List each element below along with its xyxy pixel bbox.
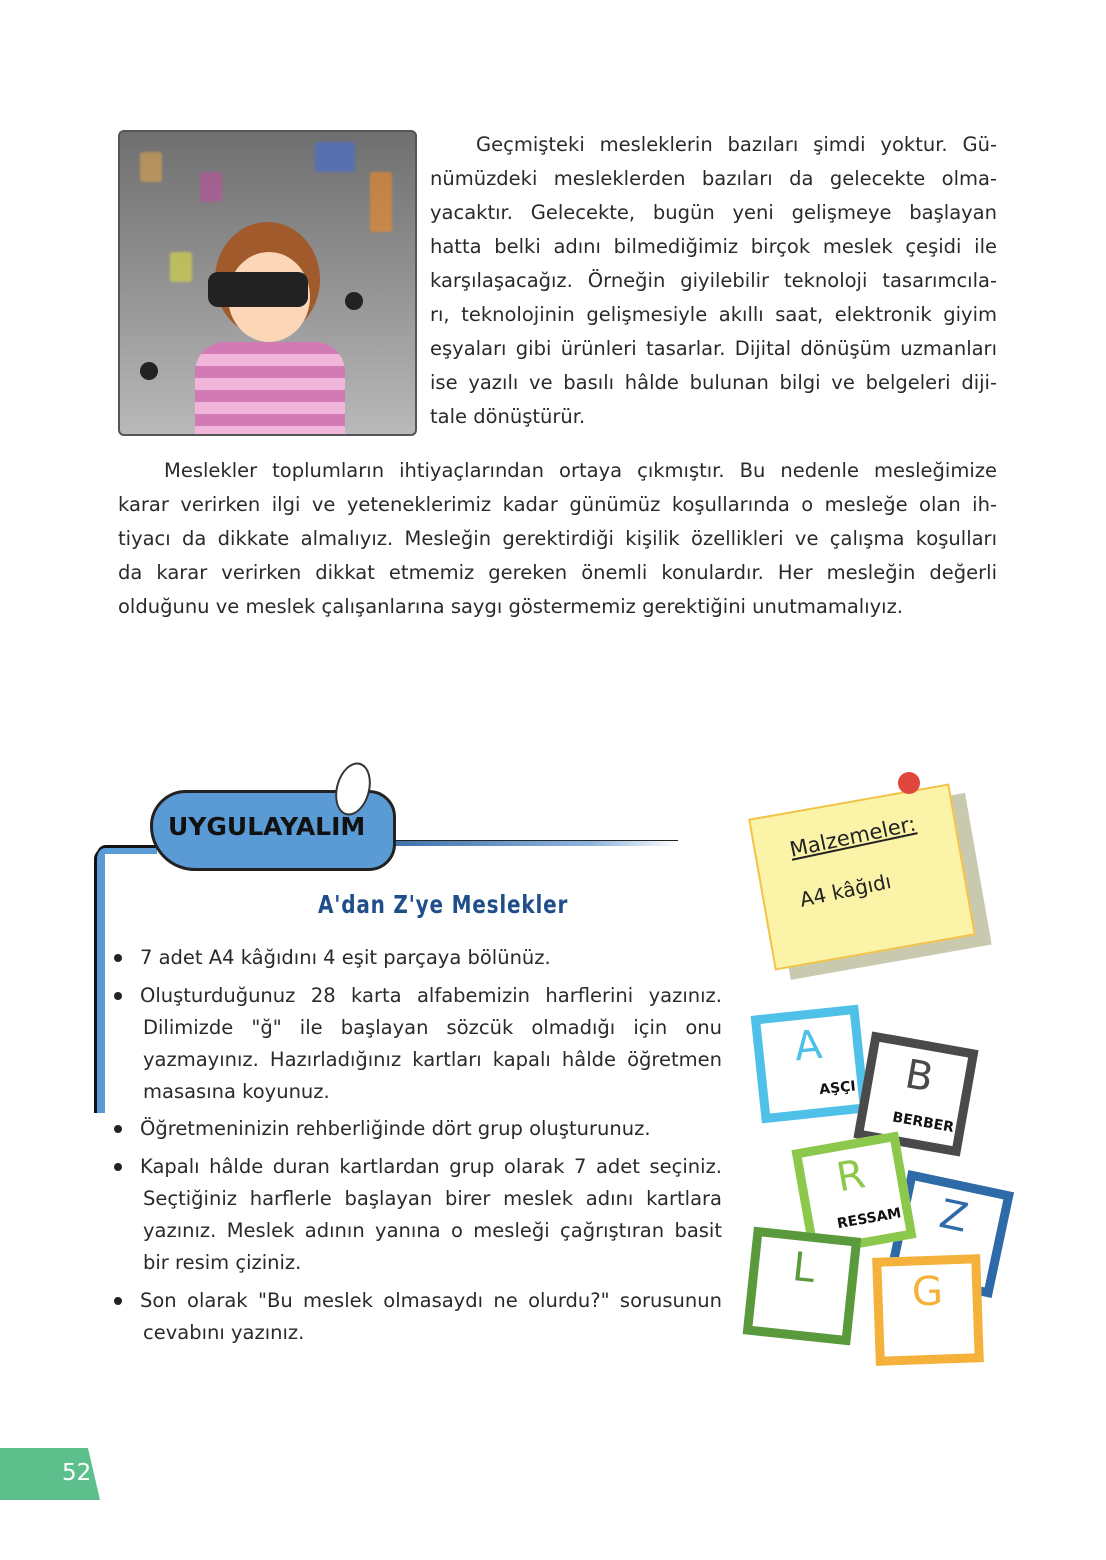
controller-icon	[140, 362, 158, 380]
bullet-icon	[114, 1163, 122, 1171]
card-label: AŞÇI	[818, 1078, 857, 1099]
list-item-line: cevabını yazınız.	[143, 1321, 305, 1344]
bullet-icon	[114, 992, 122, 1000]
list-item: Kapalı hâlde duran kartlardan grup olarak 7 adet seçiniz.	[140, 1155, 722, 1178]
text-line: rı, teknolojinin gelişmesiyle akıllı saat, elektronik giyim	[430, 303, 997, 326]
bullet-icon	[114, 1297, 122, 1305]
card-letter: A	[792, 1021, 825, 1071]
text-line: karar verirken ilgi ve yeteneklerimiz kadar günümüz koşullarında o mesleğe olan ih-	[118, 493, 997, 516]
text-line: Geçmişteki mesleklerin bazıları şimdi yoktur. Gü-	[476, 133, 997, 156]
list-item-line: masasına koyunuz.	[143, 1080, 330, 1103]
activity-title: A'dan Z'ye Meslekler	[318, 890, 569, 919]
list-item: Öğretmeninizin rehberliğinde dört grup oluşturunuz.	[140, 1117, 651, 1140]
list-item-line: bir resim çiziniz.	[143, 1251, 302, 1274]
letter-card	[872, 1254, 984, 1366]
list-item: Son olarak "Bu meslek olmasaydı ne olurdu?" sorusunun	[140, 1289, 722, 1312]
vr-headset-icon	[208, 272, 308, 307]
pushpin-icon	[898, 772, 920, 794]
card-letter: G	[911, 1268, 944, 1316]
list-item-line: yazmayınız. Hazırladığınız kartları kapalı hâlde öğretmen	[143, 1048, 722, 1071]
activity-tag-label: UYGULAYALIM	[168, 812, 366, 841]
frame-left-line	[94, 848, 105, 1113]
text-line: ise yazılı ve basılı hâlde bulunan bilgi ve belgeleri diji-	[430, 371, 997, 394]
text-line: nümüzdeki mesleklerden bazıları da gelecekte olma-	[430, 167, 997, 190]
letter-card	[751, 1005, 870, 1124]
page-number: 52	[62, 1460, 92, 1486]
text-line: tiyacı da dikkate almalıyız. Mesleğin gerektirdiği kişilik özellikleri ve çalışma koşulları	[118, 527, 997, 550]
list-item-line: yazınız. Meslek adının yanına o mesleği çağrıştıran basit	[143, 1219, 722, 1242]
vr-girl-illustration	[118, 130, 417, 436]
frame-top-line	[388, 840, 678, 846]
card-label: BERBER	[891, 1109, 956, 1136]
materials-title: Malzemeler:	[787, 811, 918, 862]
materials-item: A4 kâğıdı	[797, 868, 894, 912]
text-line: eşyaları gibi ürünleri tasarlar. Dijital dönüşüm uzmanları	[430, 337, 997, 360]
frame-corner	[97, 845, 157, 854]
girl-shirt	[195, 342, 345, 436]
text-line: hatta belki adını bilmediğimiz birçok meslek çeşidi ile	[430, 235, 997, 258]
bullet-icon	[114, 1125, 122, 1133]
card-label: RESSAM	[835, 1205, 903, 1233]
text-line: tale dönüştürür.	[430, 405, 586, 428]
text-line: Meslekler toplumların ihtiyaçlarından ortaya çıkmıştır. Bu nedenle mesleğimize	[164, 459, 997, 482]
list-item-line: Seçtiğiniz harflerle başlayan birer meslek adını kartlara	[143, 1187, 722, 1210]
controller-icon	[345, 292, 363, 310]
text-line: da karar verirken dikkat etmemiz gereken önemli konulardır. Her mesleğin değerli	[118, 561, 997, 584]
card-letter: B	[901, 1051, 937, 1102]
text-line: olduğunu ve meslek çalışanlarına saygı göstermemiz gerektiğini unutmamalıyız.	[118, 595, 904, 618]
bullet-icon	[114, 954, 122, 962]
text-line: karşılaşacağız. Örneğin giyilebilir teknoloji tasarımcıla-	[430, 269, 997, 292]
list-item: 7 adet A4 kâğıdını 4 eşit parçaya bölünüz.	[140, 946, 551, 969]
card-letter: Z	[935, 1191, 972, 1242]
list-item: Oluşturduğunuz 28 karta alfabemizin harflerini yazınız.	[140, 984, 722, 1007]
card-letter: R	[833, 1151, 869, 1202]
card-letter: L	[790, 1244, 818, 1293]
letter-card	[743, 1227, 862, 1346]
text-line: yacaktır. Gelecekte, bugün yeni gelişmeye başlayan	[430, 201, 997, 224]
list-item-line: Dilimizde "ğ" ile başlayan sözcük olmadığı için onu	[143, 1016, 722, 1039]
